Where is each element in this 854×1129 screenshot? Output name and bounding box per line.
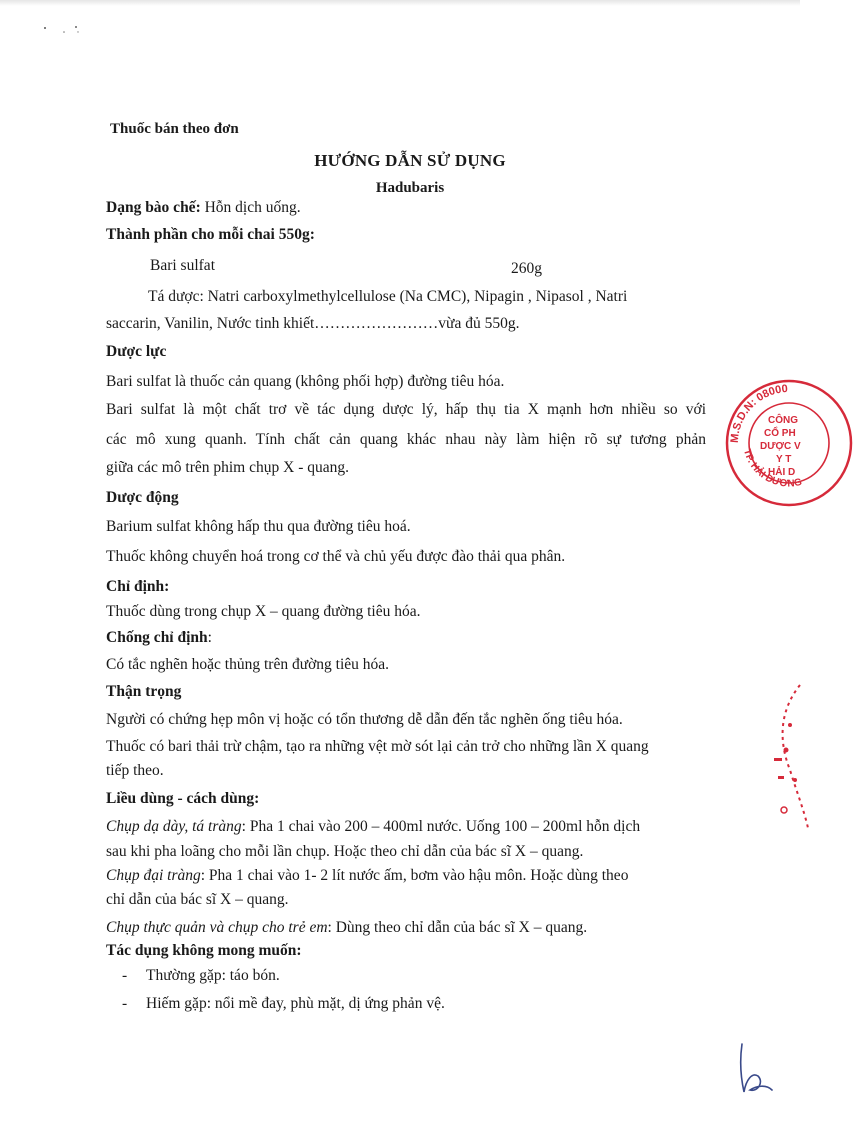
esophagus-text: : Dùng theo chỉ dẫn của bác sĩ X – quang. xyxy=(327,919,588,936)
stamp-line-2: CỔ PH xyxy=(764,428,796,439)
stomach-instructions-line-2: sau khi pha loãng cho mỗi lần chụp. Hoặc theo chỉ dẫn của bác sĩ X – quang. xyxy=(106,843,584,860)
contraindications-text: Có tắc nghẽn hoặc thủng trên đường tiêu hóa. xyxy=(106,656,390,673)
excipients-line-2: saccarin, Vanilin, Nước tinh khiết……………………vừa đủ 550g. xyxy=(106,315,520,332)
pharmacokinetics-paragraph-2: Thuốc không chuyển hoá trong cơ thể và chủ yếu được đào thải qua phân. xyxy=(106,548,566,565)
dosage-form-label: Dạng bào chế: xyxy=(106,199,201,216)
scan-specks xyxy=(30,18,90,38)
pharmacodynamics-paragraph-2-line-2: các mô xung quanh. Tính chất cản quang khác nhau này làm hiện rõ sự tương phản xyxy=(106,431,706,448)
esophagus-label: Chụp thực quản và chụp cho trẻ em xyxy=(106,919,328,936)
side-effect-text: Hiếm gặp: nổi mề đay, phù mặt, dị ứng phản vệ. xyxy=(146,995,445,1012)
pharmacokinetics-paragraph-1: Barium sulfat không hấp thu qua đường tiêu hoá. xyxy=(106,518,411,535)
stomach-instructions-line-1 xyxy=(106,818,640,836)
esophagus-instructions xyxy=(106,919,587,937)
stomach-text-1: : Pha 1 chai vào 200 – 400ml nước. Uống 100 – 200ml hỗn dịch xyxy=(241,818,641,835)
list-bullet: - xyxy=(122,967,128,984)
pharmacodynamics-paragraph-2-line-1: Bari sulfat là một chất trơ về tác dụng dược lý, hấp thụ tia X mạnh hơn nhiều so với xyxy=(106,401,706,418)
dosage-form-value: Hỗn dịch uống. xyxy=(200,199,301,216)
precautions-paragraph-1: Người có chứng hẹp môn vị hoặc có tổn thương dễ dẫn đến tắc nghẽn ống tiêu hóa. xyxy=(106,711,623,728)
document-title: HƯỚNG DẪN SỬ DỤNG xyxy=(314,151,506,170)
side-effect-item xyxy=(122,967,280,985)
indications-text: Thuốc dùng trong chụp X – quang đường tiêu hóa. xyxy=(106,603,421,620)
excipients-line-1: Tá dược: Natri carboxylmethylcellulose (Na CMC), Nipagin , Nipasol , Natri xyxy=(148,288,628,305)
side-effect-text: Thường gặp: táo bón. xyxy=(146,967,280,984)
company-stamp xyxy=(724,378,854,508)
precautions-heading: Thận trọng xyxy=(106,683,182,700)
pharmacodynamics-heading: Dược lực xyxy=(106,343,167,360)
colon-instructions-line-1 xyxy=(106,867,628,885)
stamp-line-3: DƯỢC V xyxy=(760,441,801,452)
precautions-paragraph-2-line-1: Thuốc có bari thải trừ chậm, tạo ra những vệt mờ sót lại cản trở cho những lần X quang xyxy=(106,738,649,755)
stomach-label: Chụp dạ dày, tá tràng xyxy=(106,818,242,835)
side-effect-item xyxy=(122,995,445,1013)
prescription-label: Thuốc bán theo đơn xyxy=(110,121,239,137)
pharmacodynamics-paragraph-1: Bari sulfat là thuốc cản quang (không phối hợp) đường tiêu hóa. xyxy=(106,373,505,390)
active-ingredient-amount: 260g xyxy=(511,260,542,277)
pharmacokinetics-heading: Dược động xyxy=(106,489,179,506)
dosage-heading: Liều dùng - cách dùng: xyxy=(106,790,260,807)
stamp-ring-bottom: TP. HẢI DƯƠNG xyxy=(741,447,804,490)
colon-label: Chụp đại tràng xyxy=(106,867,201,884)
composition-heading: Thành phần cho mỗi chai 550g: xyxy=(106,226,315,243)
indications-heading: Chỉ định: xyxy=(106,578,170,595)
dosage-form-row xyxy=(106,199,301,217)
colon-text-1: : Pha 1 chai vào 1- 2 lít nước ấm, bơm vào hậu môn. Hoặc dùng theo xyxy=(200,867,629,884)
contraindications-colon: : xyxy=(207,629,212,646)
stamp-ring-top: M.S.D.N: 08000 xyxy=(728,382,789,444)
contraindications-heading: Chống chỉ định xyxy=(106,629,208,646)
scan-edge xyxy=(0,0,800,6)
stamp-line-1: CÔNG xyxy=(768,415,798,426)
product-name: Hadubaris xyxy=(375,180,445,196)
partial-seal-mark xyxy=(760,680,810,830)
colon-instructions-line-2: chỉ dẫn của bác sĩ X – quang. xyxy=(106,891,289,908)
stamp-line-4: Y T xyxy=(776,454,792,465)
side-effects-heading: Tác dụng không mong muốn: xyxy=(106,942,302,959)
stamp-line-5: HẢI D xyxy=(768,467,796,478)
active-ingredient-name: Bari sulfat xyxy=(150,257,215,274)
pharmacodynamics-paragraph-2-line-3: giữa các mô trên phim chụp X - quang. xyxy=(106,459,349,476)
list-bullet: - xyxy=(122,995,128,1012)
precautions-paragraph-2-line-2: tiếp theo. xyxy=(106,762,164,779)
contraindications-heading-row xyxy=(106,629,212,647)
signature-mark xyxy=(728,1040,778,1100)
